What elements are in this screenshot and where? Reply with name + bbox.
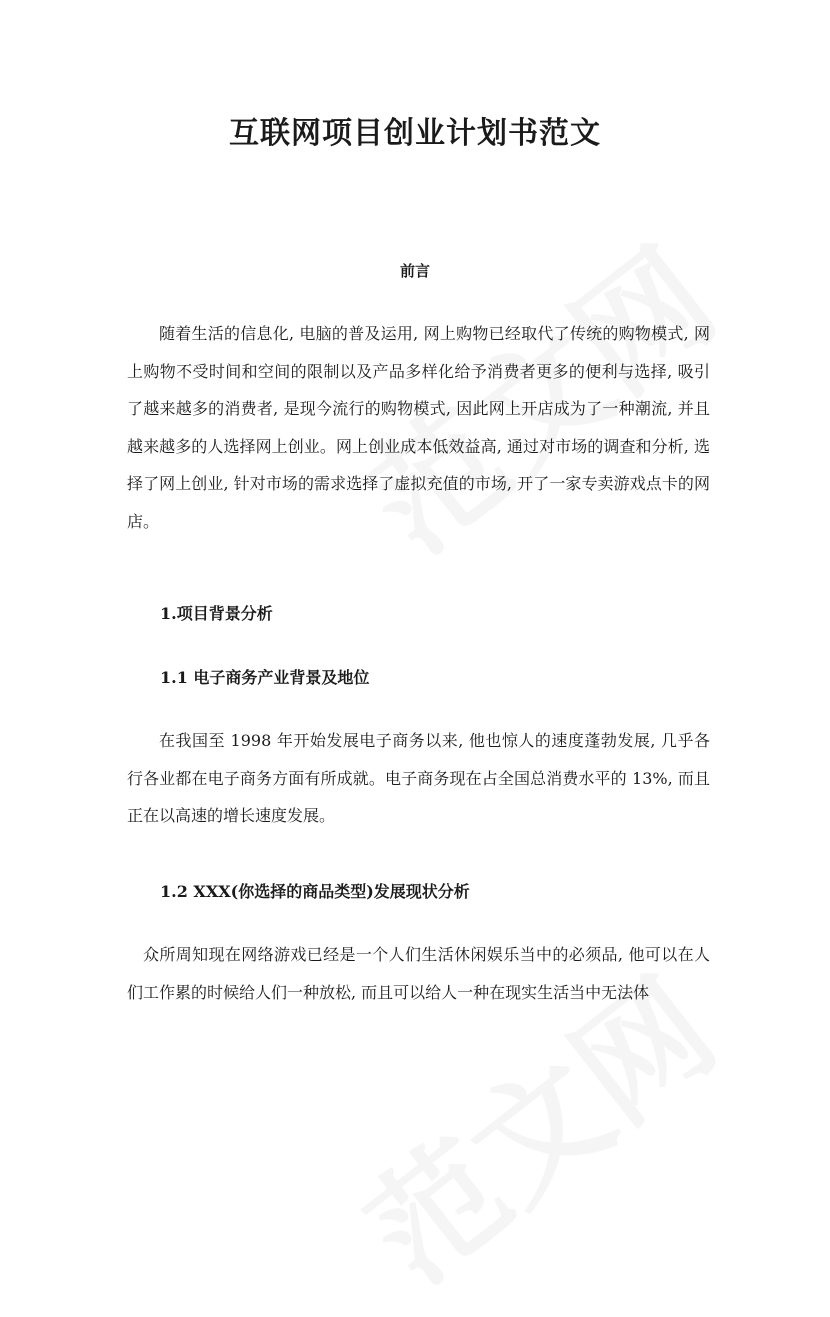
preface-heading: 前言 — [399, 262, 430, 280]
section-heading-project-background: 1.项目背景分析 — [160, 604, 273, 623]
section-heading-ecommerce-background: 1.1 电子商务产业背景及地位 — [160, 668, 370, 687]
document-title: 互联网项目创业计划书范文 — [229, 116, 601, 151]
ecommerce-paragraph: 在我国至 1998 年开始发展电子商务以来, 他也惊人的速度蓬勃发展, 几乎各行各业都在电子商务方面有所成就。电子商务现在占全国总消费水平的 13%, 而且正在以高速的增长速度发展。 — [127, 731, 710, 825]
section-heading-product-status: 1.2 XXX(你选择的商品类型)发展现状分析 — [160, 882, 470, 901]
product-status-paragraph: 众所周知现在网络游戏已经是一个人们生活休闲娱乐当中的必须品, 他可以在人们工作累的时候给人们一种放松, 而且可以给人一种在现实生活当中无法体 — [127, 945, 710, 1002]
preface-paragraph: 随着生活的信息化, 电脑的普及运用, 网上购物已经取代了传统的购物模式, 网上购物不受时间和空间的限制以及产品多样化给予消费者更多的便利与选择, 吸引了越来越多的消费者, 是现今流行的购物模式, 因此网上开店成为了一种潮流, 并且越来越多的人选择网上创业。网上创业成本低效益高, 通过对市场的调查和分析, 选择了网上创业, 针对市场的需求选择了虚拟充值的市场, 开了一家专卖游戏点卡的网店。 — [127, 324, 710, 531]
